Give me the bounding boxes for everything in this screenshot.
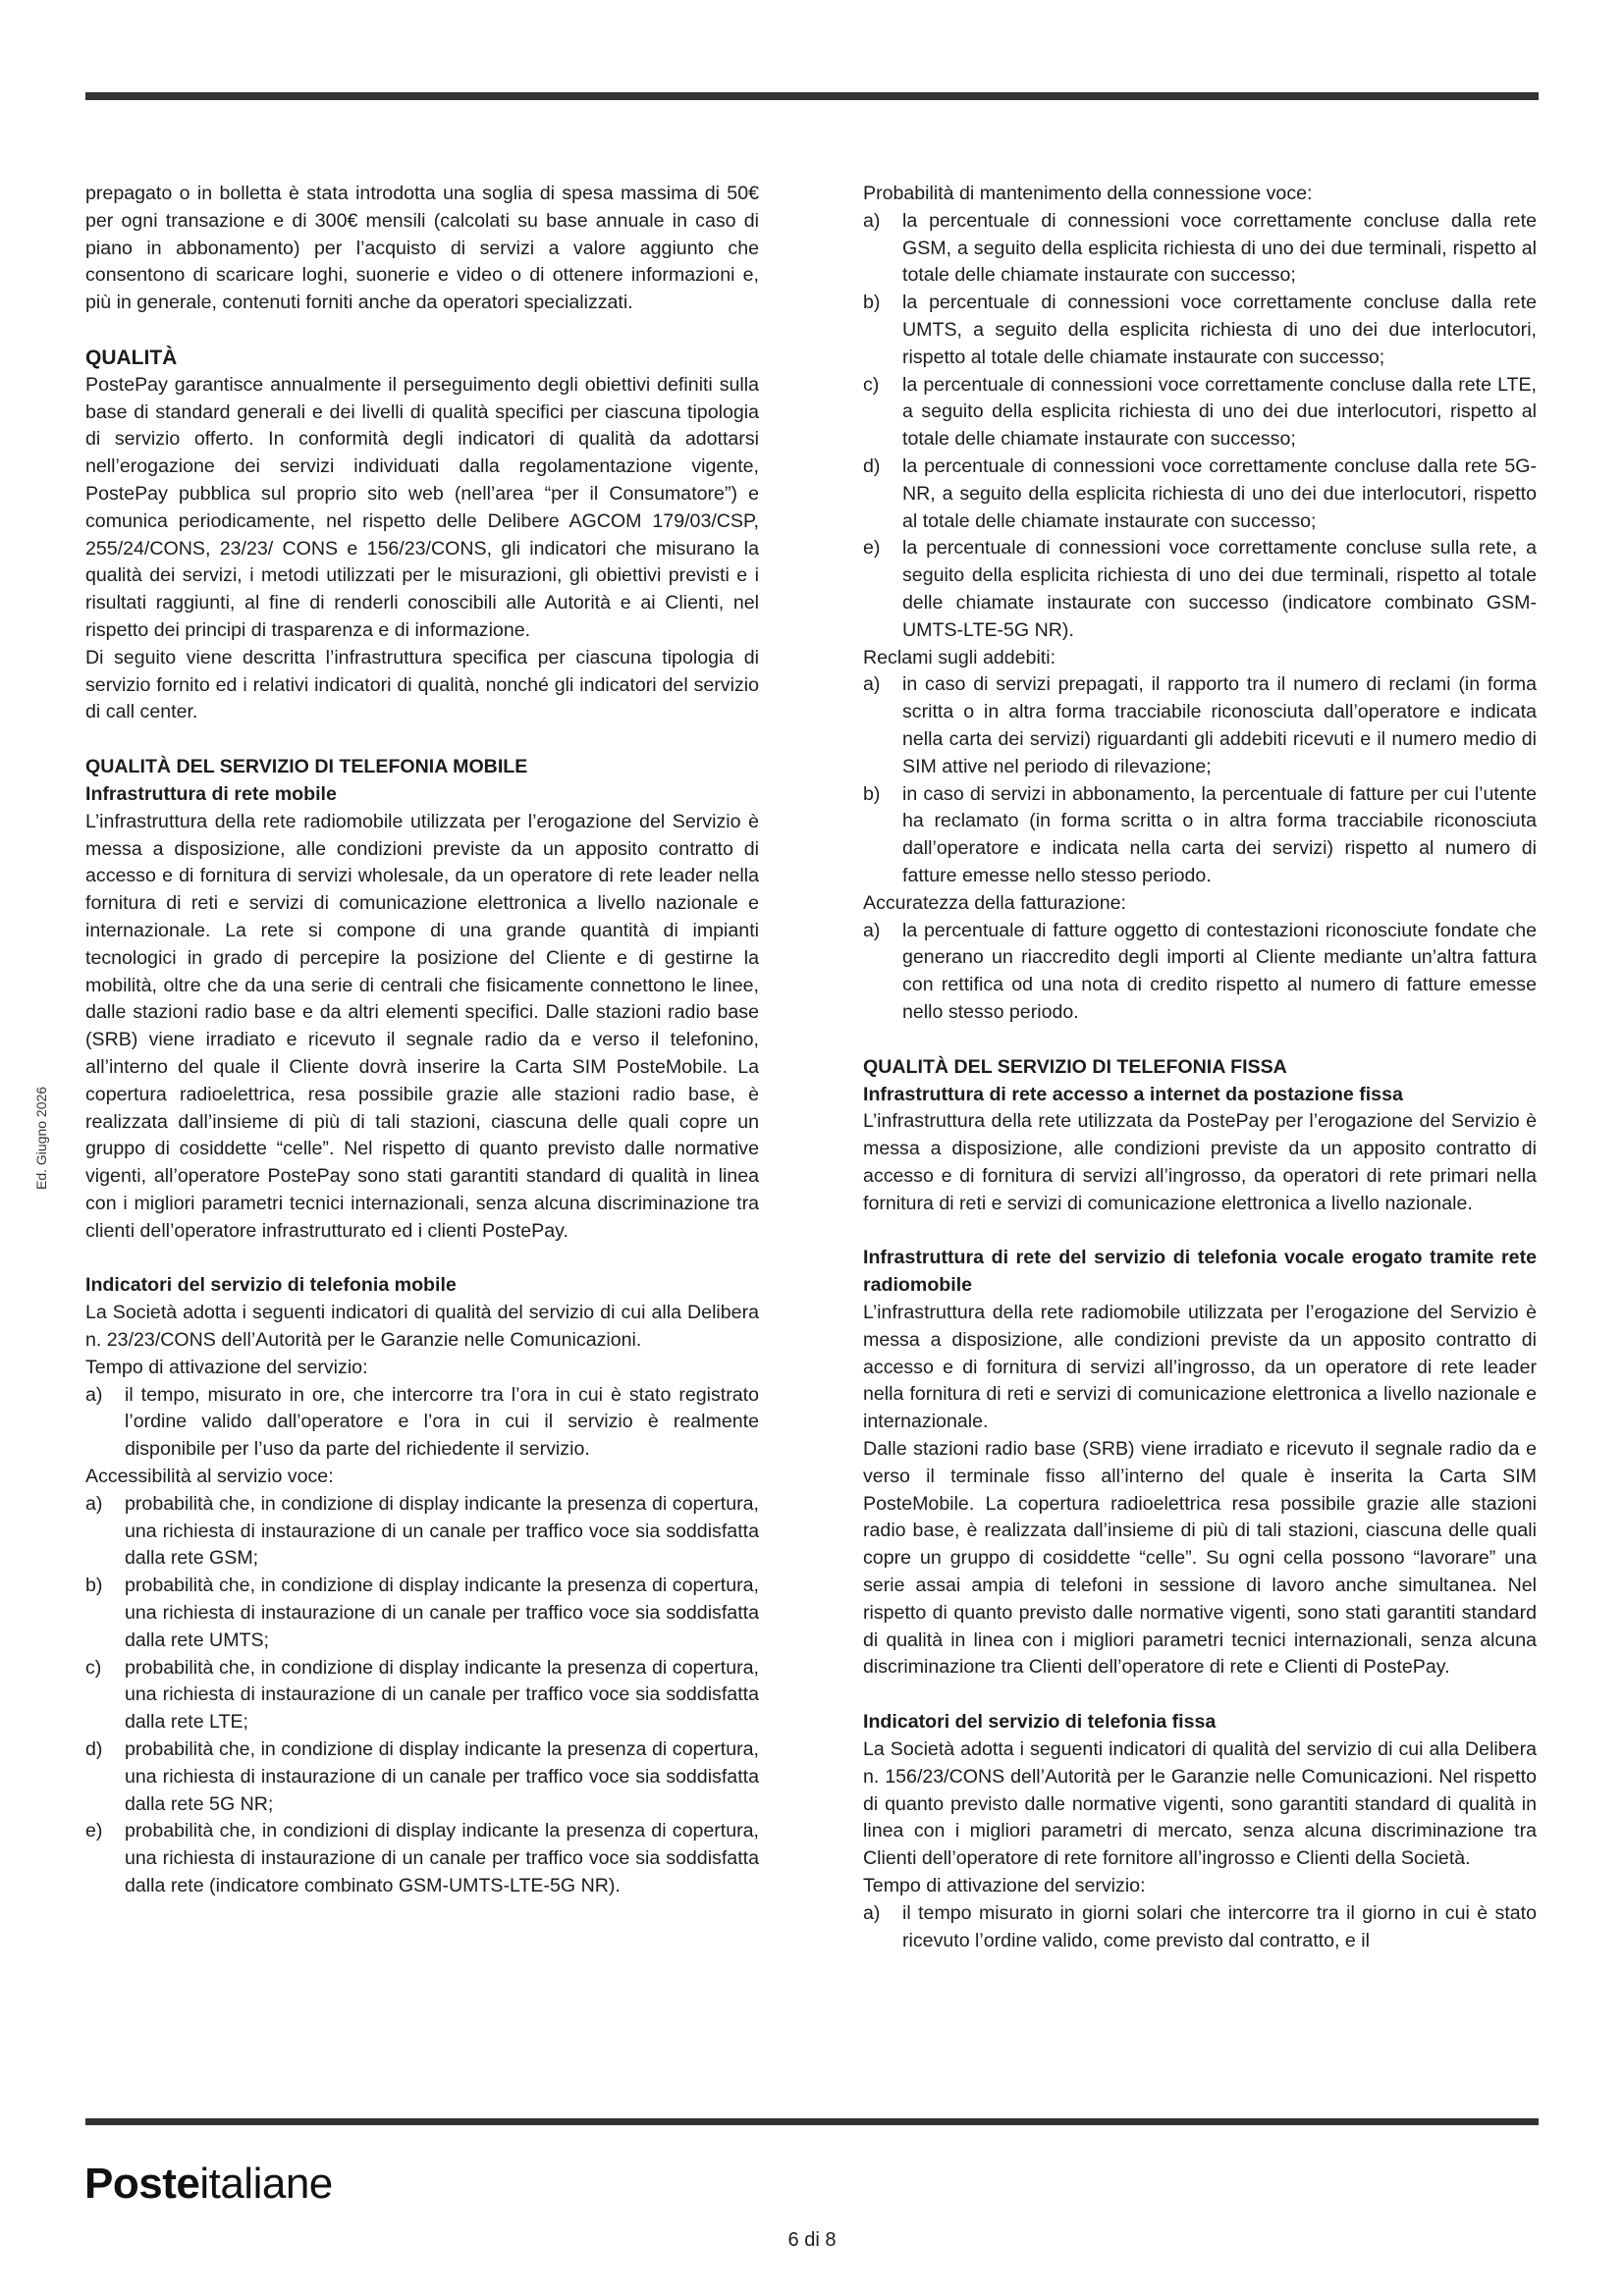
mobile-paragraph: L’infrastruttura della rete radiomobile utilizzata per l’erogazione del Servizio è messa a disposizione, alle condizioni previste da un apposito contratto di accesso e di fornitura di servizi wholesale, da un operatore di rete leader nella fornitura di reti e servizi di comunicazione elettronica a livello nazionale e internazionale. La rete si compone di una grande quantità di impianti tecnologici in grado di percepire la posizione del Cliente e di gestirne la mobilità, oltre che da una serie di centrali che fisicamente connettono le linee, dalle stazioni radio base e da altri elementi specifici. Dalle stazioni radio base (SRB) viene irradiato e ricevuto il segnale radio da e verso il telefonino, all’interno del quale il Cliente dovrà inserire la Carta SIM PosteMobile. La copertura radioelettrica, resa possibile grazie alle stazioni radio base, è realizzata dall’insieme di più di tali stazioni, ciascuna delle quali copre un gruppo di cosiddette “celle”. Nel rispetto di quanto previsto dalle normative vigenti, all’operatore PostePay sono stati garantiti standard di qualità in linea con i migliori parametri tecnici internazionali, senza alcuna discriminazione tra clienti dell’operatore infrastrutturato ed i clienti PostePay. <box>85 810 759 1242</box>
tempo-attivazione-list <box>85 1382 759 1464</box>
reclami-label: Reclami sugli addebiti: <box>863 646 1056 668</box>
list-item-text: probabilità che, in condizioni di display indicante la presenza di copertura, una richiesta di instaurazione di un canale per traffico voce sia soddisfatta dalla rete (indicatore combinato GSM-UMTS-LTE-5G NR). <box>125 1820 759 1897</box>
accessibilita-list <box>85 1491 759 1900</box>
list-item-text: la percentuale di connessioni voce correttamente concluse dalla rete UMTS, a seguito della esplicita richiesta di uno dei due interlocutori, rispetto al totale delle chiamate instaurate con successo; <box>902 292 1537 368</box>
list-item-text: il tempo, misurato in ore, che intercorre tra l’ora in cui è stato registrato l’ordine valido dall’operatore e l’ora in cui il servizio è realmente disponibile per l’uso da parte del richiedente il servizio. <box>125 1383 759 1461</box>
subtitle-infrastruttura-mobile: Infrastruttura di rete mobile <box>85 782 337 805</box>
list-item <box>85 1736 759 1818</box>
list-item-marker: b) <box>863 782 881 805</box>
tempo-attivazione-fissa-list <box>863 1900 1537 1955</box>
list-item-marker: d) <box>863 454 881 477</box>
list-item <box>863 290 1537 371</box>
list-item <box>85 1818 759 1899</box>
top-rule <box>85 92 1539 100</box>
list-item-marker: c) <box>863 373 880 396</box>
edition-label: Ed. Giugno 2026 <box>33 1086 49 1190</box>
tempo-attivazione-label: Tempo di attivazione del servizio: <box>85 1356 368 1378</box>
list-item <box>863 454 1537 535</box>
qualita-paragraph: PostePay garantisce annualmente il perseguimento degli obiettivi definiti sulla base di standard generali e dei livelli di qualità specifici per ciascuna tipologia di servizio offerto. In conformità degli indicatori di qualità da adottarsi nell’erogazione dei servizi individuati dalla regolamentazione vigente, PostePay pubblica sul proprio sito web (nell’area “per il Consumatore”) e comunica periodicamente, nel rispetto delle Delibere AGCOM 179/03/CSP, 255/24/CONS, 23/23/ CONS e 156/23/CONS, gli indicatori che misurano la qualità dei servizi, i metodi utilizzati per le misurazioni, gli obiettivi previsti e i risultati raggiunti, al fine di renderli conoscibili alle Autorità e ai Clienti, nel rispetto dei principi di trasparenza e di informazione. <box>85 373 759 641</box>
tempo-attivazione-fissa-label: Tempo di attivazione del servizio: <box>863 1875 1146 1897</box>
right-column <box>863 181 1537 1954</box>
list-item <box>863 671 1537 780</box>
list-item-text: in caso di servizi prepagati, il rapporto tra il numero di reclami (in forma scritta o in altra forma tracciabile riconosciuta dall’operatore e indicata nella carta dei servizi) riguardanti gli addebiti ricevuti e il numero medio di SIM attive nel periodo di rilevazione; <box>902 673 1537 777</box>
list-item <box>863 372 1537 454</box>
posteitaliane-logo <box>84 2160 333 2209</box>
section-title-mobile: QUALITÀ DEL SERVIZIO DI TELEFONIA MOBILE <box>85 756 528 778</box>
list-item <box>863 918 1537 1027</box>
list-item-marker: a) <box>863 209 881 232</box>
list-item <box>85 1382 759 1464</box>
bottom-rule <box>85 2118 1539 2125</box>
logo-word-poste: Poste <box>84 2160 200 2208</box>
subtitle-vocale-radiomobile: Infrastruttura di rete del servizio di telefonia vocale erogato tramite rete radiomobile <box>863 1247 1537 1297</box>
section-title-qualita: QUALITÀ <box>85 346 178 369</box>
list-item <box>863 781 1537 890</box>
list-item-marker: a) <box>863 919 881 941</box>
list-item-text: la percentuale di connessioni voce correttamente concluse dalla rete LTE, a seguito della esplicita richiesta di uno dei due interlocutori, rispetto al totale delle chiamate instaurate con successo; <box>902 373 1537 451</box>
subtitle-indicatori-mobile: Indicatori del servizio di telefonia mobile <box>85 1274 457 1297</box>
list-item-text: la percentuale di connessioni voce correttamente concluse dalla rete 5G-NR, a seguito della esplicita richiesta di uno dei due interlocutori, rispetto al totale delle chiamate instaurate con successo; <box>902 454 1537 532</box>
qualita-paragraph-2: Di seguito viene descritta l’infrastruttura specifica per ciascuna tipologia di servizio fornito ed i relativi indicatori di qualità, nonché gli indicatori del servizio di call center. <box>85 646 759 723</box>
mantenimento-list <box>863 208 1537 645</box>
accessibilita-label: Accessibilità al servizio voce: <box>85 1466 334 1488</box>
list-item <box>85 1573 759 1654</box>
list-item-text: in caso di servizi in abbonamento, la percentuale di fatture per cui l’utente ha reclamato (in forma scritta o in altra forma tracciabile riconosciuta dall’operatore e indicata nella carta dei servizi) rispetto al numero di fatture emesse nello stesso periodo. <box>902 782 1537 886</box>
list-item-text: la percentuale di connessioni voce correttamente concluse sulla rete, a seguito della esplicita richiesta di uno dei due terminali, rispetto al totale delle chiamate instaurate con successo (indicatore combinato GSM-UMTS-LTE-5G NR). <box>902 537 1537 641</box>
list-item-text: probabilità che, in condizione di display indicante la presenza di copertura, una richiesta di instaurazione di un canale per traffico voce sia soddisfatta dalla rete 5G NR; <box>125 1738 759 1815</box>
page-number: 6 di 8 <box>787 2229 837 2251</box>
fissa-paragraph: L’infrastruttura della rete utilizzata da PostePay per l’erogazione del Servizio è messa a disposizione, alle condizioni previste da un apposito contratto di accesso e di fornitura di servizi all’ingrosso, da operatori di rete primari nella fornitura di reti e servizi di comunicazione elettronica a livello nazionale. <box>863 1110 1537 1214</box>
list-item <box>863 1900 1537 1955</box>
logo-word-italiane: italiane <box>199 2160 333 2208</box>
left-column <box>85 181 759 1900</box>
list-item-text: la percentuale di connessioni voce correttamente concluse dalla rete GSM, a seguito della esplicita richiesta di uno dei due terminali, rispetto al totale delle chiamate instaurate con successo; <box>902 209 1537 287</box>
list-item-text: probabilità che, in condizione di display indicante la presenza di copertura, una richiesta di instaurazione di un canale per traffico voce sia soddisfatta dalla rete LTE; <box>125 1656 759 1734</box>
reclami-list <box>863 671 1537 889</box>
list-item-marker: a) <box>863 673 881 696</box>
list-item <box>85 1491 759 1573</box>
accuratezza-label: Accuratezza della fatturazione: <box>863 891 1126 914</box>
subtitle-infrastruttura-fissa: Infrastruttura di rete accesso a internet da postazione fissa <box>863 1083 1403 1105</box>
vocale-paragraph: L’infrastruttura della rete radiomobile utilizzata per l’erogazione del Servizio è messa a disposizione, alle condizioni previste da un apposito contratto di accesso e di fornitura di servizi all’ingrosso, da un operatore di rete leader nella fornitura di reti e servizi di comunicazione elettronica a livello nazionale e internazionale. <box>863 1302 1537 1433</box>
list-item-text: probabilità che, in condizione di display indicante la presenza di copertura, una richiesta di instaurazione di un canale per traffico voce sia soddisfatta dalla rete UMTS; <box>125 1575 759 1651</box>
intro-paragraph: prepagato o in bolletta è stata introdotta una soglia di spesa massima di 50€ per ogni transazione e di 300€ mensili (calcolati su base annuale in caso di piano in abbonamento) per l’acquisto di servizi a valore aggiunto che consentono di scaricare loghi, suonerie e video o di ottenere informazioni e, più in generale, contenuti forniti anche da operatori specializzati. <box>85 183 759 314</box>
list-item <box>863 535 1537 644</box>
list-item-marker: a) <box>863 1901 881 1924</box>
indicatori-fissa-paragraph: La Società adotta i seguenti indicatori di qualità del servizio di cui alla Delibera n. 156/23/CONS dell’Autorità per le Garanzie nelle Comunicazioni. Nel rispetto di quanto previsto dalle normative vigenti, sono garantiti standard di qualità in linea con i migliori parametri di mercato, senza alcuna discriminazione tra Clienti dell’operatore di rete fornitore all’ingrosso e Clienti della Società. <box>863 1738 1537 1870</box>
indicatori-mobile-paragraph: La Società adotta i seguenti indicatori di qualità del servizio di cui alla Delibera n. 23/23/CONS dell’Autorità per le Garanzie nelle Comunicazioni. <box>85 1302 759 1352</box>
list-item-text: probabilità che, in condizione di display indicante la presenza di copertura, una richiesta di instaurazione di un canale per traffico voce sia soddisfatta dalla rete GSM; <box>125 1492 759 1570</box>
vocale-paragraph-2: Dalle stazioni radio base (SRB) viene irradiato e ricevuto il segnale radio da e verso il terminale fisso all’interno del quale è inserita la Carta SIM PosteMobile. La copertura radioelettrica resa possibile grazie alle stazioni radio base, è realizzata dall’insieme di più di tali stazioni, ciascuna delle quali copre un gruppo di cosiddette “celle”. Su ogni cella possono “lavorare” una serie assai ampia di telefoni in sessione di lavoro anche simultanea. Nel rispetto di quanto previsto dalle normative vigenti, sono stati garantiti standard di qualità in linea con i migliori parametri tecnici internazionali, senza alcuna discriminazione tra Clienti dell’operatore di rete e Clienti di PostePay. <box>863 1438 1537 1679</box>
list-item-marker: a) <box>85 1492 103 1515</box>
list-item <box>85 1655 759 1736</box>
list-item-marker: d) <box>85 1738 103 1761</box>
list-item-marker: c) <box>85 1656 102 1679</box>
list-item-text: il tempo misurato in giorni solari che intercorre tra il giorno in cui è stato ricevuto l’ordine valido, come previsto dal contratto, e il <box>902 1901 1537 1951</box>
list-item-marker: b) <box>863 292 881 314</box>
list-item-marker: b) <box>85 1575 103 1597</box>
list-item-marker: e) <box>863 537 881 560</box>
list-item <box>863 208 1537 290</box>
mantenimento-label: Probabilità di mantenimento della connessione voce: <box>863 183 1313 204</box>
list-item-text: la percentuale di fatture oggetto di contestazioni riconosciute fondate che generano un riaccredito degli importi al Cliente mediante un’altra fattura con rettifica od una nota di credito rispetto al numero di fatture emesse nello stesso periodo. <box>902 919 1537 1023</box>
list-item-marker: e) <box>85 1820 103 1842</box>
list-item-marker: a) <box>85 1383 103 1406</box>
subtitle-indicatori-fissa: Indicatori del servizio di telefonia fissa <box>863 1711 1217 1734</box>
accuratezza-list <box>863 918 1537 1027</box>
section-title-fissa: QUALITÀ DEL SERVIZIO DI TELEFONIA FISSA <box>863 1055 1287 1078</box>
